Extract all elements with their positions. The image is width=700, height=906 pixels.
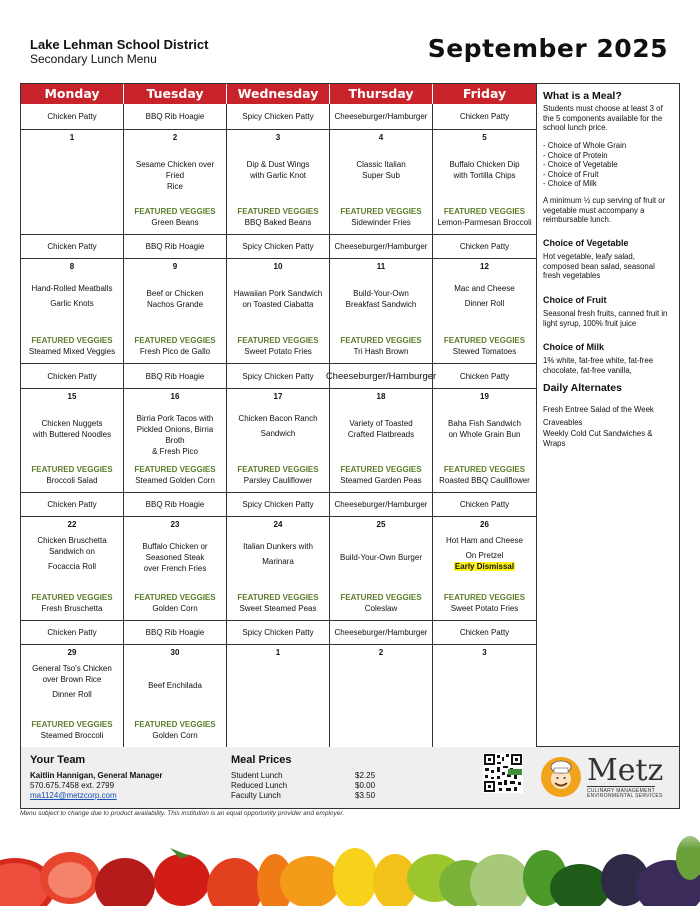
featured-veggies-label: FEATURED VEGGIES	[31, 593, 113, 602]
featured-veggie: Tri Hash Brown	[353, 347, 409, 356]
meal-text: Students must choose at least 3 of the 5 components available for the school lunch price.	[543, 104, 663, 132]
featured-veggie: Sidewinder Fries	[351, 218, 411, 227]
day-cell	[124, 517, 227, 621]
logo-tagline-1: CULINARY MANAGEMENT	[587, 788, 656, 794]
featured-veggies-label: FEATURED VEGGIES	[31, 465, 113, 474]
alternates-list	[543, 403, 673, 448]
day-cell	[433, 517, 537, 621]
date-number: 8	[69, 262, 75, 271]
fruit-title: Choice of Fruit	[543, 295, 607, 305]
entree-cell	[124, 104, 227, 130]
featured-veggies-label: FEATURED VEGGIES	[134, 593, 216, 602]
entree-label: BBQ Rib Hoagie	[145, 371, 205, 381]
featured-veggies-label: FEATURED VEGGIES	[443, 593, 526, 602]
menu-subtitle: Secondary Lunch Menu	[30, 52, 157, 66]
dish-line: Birria Pork Tacos with	[136, 413, 214, 423]
footer-panel	[20, 747, 680, 809]
entree-cell	[433, 621, 537, 645]
entree-cell	[21, 493, 124, 517]
day-cell	[21, 130, 124, 235]
dish-line: Nachos Grande	[146, 300, 204, 309]
entree-cell	[227, 621, 330, 645]
dish-line: On Pretzel	[465, 551, 504, 560]
entree-cell	[21, 104, 124, 130]
dish-line: Super Sub	[362, 171, 400, 180]
day-cell	[227, 130, 330, 235]
dish-name	[24, 418, 120, 440]
dish-name	[230, 159, 326, 181]
dish-name	[127, 541, 223, 574]
featured-veggie: Green Beans	[151, 218, 199, 227]
qr-code-icon[interactable]	[483, 753, 523, 793]
day-header-wednesday: Wednesday	[227, 84, 330, 104]
entree-cell	[21, 235, 124, 259]
header-block	[30, 37, 208, 67]
entree-label: Chicken Patty	[47, 500, 97, 509]
day-cell	[330, 389, 433, 493]
dish-line: Mac and Cheese	[454, 283, 515, 293]
dish-line: over Brown Rice	[42, 675, 102, 684]
date-number: 1	[275, 648, 281, 657]
entree-label: Chicken Patty	[47, 371, 97, 381]
featured-veggies-label: FEATURED VEGGIES	[237, 465, 319, 474]
entree-label: Spicy Chicken Patty	[242, 371, 314, 381]
veg-text: Hot vegetable, leafy salad, composed bean salad, seasonal fresh vegetables	[543, 252, 655, 280]
entree-cell	[124, 235, 227, 259]
entree-label: Chicken Patty	[459, 371, 510, 381]
featured-veggie: Golden Corn	[152, 604, 198, 613]
dish-line: Chicken Bruschetta	[37, 536, 107, 545]
entree-cell	[124, 364, 227, 389]
entree-label: Spicy Chicken Patty	[242, 628, 314, 637]
date-number: 24	[273, 520, 283, 529]
dish-line: General Tso's Chicken	[32, 664, 112, 673]
day-cell	[227, 259, 330, 364]
meal-info-sidebar	[536, 83, 680, 747]
dish-line: with Tortilla Chips	[453, 171, 516, 180]
veg-title: Choice of Vegetable	[543, 238, 629, 248]
chef-logo-icon	[539, 755, 583, 799]
featured-veggie: Golden Corn	[152, 731, 198, 740]
dish-line: Dinner Roll	[464, 298, 505, 308]
entree-label: BBQ Rib Hoagie	[145, 242, 205, 251]
dish-line: Classic Italian	[356, 160, 406, 169]
dish-name	[230, 288, 326, 310]
price-value: $2.25	[355, 771, 376, 780]
entree-label: Spicy Chicken Patty	[242, 242, 314, 251]
entree-label: Cheeseburger/Hamburger	[334, 242, 428, 251]
dish-line: Pickled Onions, Birria Broth	[136, 424, 214, 445]
dish-line: with Buttered Noodles	[32, 430, 112, 439]
date-number: 12	[480, 262, 489, 271]
component-item: - Choice of Whole Grain	[543, 141, 627, 150]
dish-line: Beef Enchilada	[148, 680, 202, 690]
featured-veggie: Stewed Tomatoes	[452, 347, 517, 356]
featured-veggie: Coleslaw	[364, 604, 398, 613]
entree-cell	[330, 104, 433, 130]
featured-veggie: Sweet Potato Fries	[450, 604, 519, 613]
featured-veggies-label: FEATURED VEGGIES	[340, 593, 422, 602]
featured-veggie: Parsley Cauliflower	[243, 476, 313, 485]
logo-wordmark: Metz	[587, 753, 664, 788]
component-item: - Choice of Vegetable	[543, 160, 618, 169]
dish-name	[127, 413, 223, 457]
dish-line: Hand-Rolled Meatballs	[31, 283, 113, 293]
day-cell	[124, 259, 227, 364]
dish-name	[436, 283, 533, 309]
dish-name	[24, 283, 120, 309]
dish-name	[24, 535, 120, 572]
milk-text: 1% white, fat-free white, fat-free chocolate, fat-free vanilla,	[543, 356, 654, 375]
featured-veggies-label: FEATURED VEGGIES	[237, 336, 319, 345]
component-item: - Choice of Fruit	[543, 169, 599, 179]
manager-email-link[interactable]: ma1124@metzcorp.com	[30, 791, 117, 800]
manager-name: Kaitlin Hannigan, General Manager	[30, 771, 163, 780]
entree-label: Chicken Patty	[47, 112, 97, 121]
day-header-friday: Friday	[433, 84, 537, 104]
day-cell	[433, 259, 537, 364]
dish-line: on Toasted Ciabatta	[242, 300, 314, 309]
entree-cell	[433, 235, 537, 259]
dish-line: Dip & Dust Wings	[246, 160, 310, 169]
price-value: $3.50	[355, 791, 376, 800]
day-header-tuesday: Tuesday	[124, 84, 227, 104]
milk-title: Choice of Milk	[543, 342, 605, 352]
dish-line: Build-Your-Own Burger	[340, 552, 422, 562]
date-number: 26	[480, 520, 489, 529]
component-item: - Choice of Milk	[543, 179, 597, 188]
alternate-item: Craveables	[543, 418, 583, 427]
day-cell	[330, 517, 433, 621]
month-title: September 2025	[427, 34, 668, 63]
entree-label: Cheeseburger/Hamburger	[334, 628, 428, 637]
dish-line: & Fresh Pico	[152, 446, 198, 456]
price-value: $0.00	[355, 781, 376, 790]
dish-line: Buffalo Chicken Dip	[449, 160, 520, 169]
entree-cell	[330, 621, 433, 645]
date-number: 11	[376, 262, 386, 271]
dish-name	[333, 159, 429, 181]
date-number: 3	[275, 133, 281, 142]
dish-line: Sesame Chicken over Fried	[135, 160, 215, 180]
dish-name	[24, 663, 120, 700]
featured-veggie: Steamed Garden Peas	[340, 476, 422, 485]
dish-line: on Whole Grain Bun	[448, 430, 521, 439]
day-cell	[21, 645, 124, 748]
dish-line: Breakfast Sandwich	[345, 300, 417, 309]
entree-label: Cheeseburger/Hamburger	[325, 370, 437, 382]
day-header-monday: Monday	[21, 84, 124, 104]
early-dismissal-note	[436, 561, 533, 572]
entree-cell	[433, 364, 537, 389]
featured-veggie: Steamed Broccoli	[40, 731, 104, 740]
dish-line: over French Fries	[143, 563, 207, 573]
day-cell	[330, 645, 433, 748]
featured-veggie: Steamed Golden Corn	[135, 476, 215, 485]
entree-label: Chicken Patty	[459, 500, 510, 509]
day-cell	[433, 645, 537, 748]
prices-title: Meal Prices	[231, 754, 292, 766]
entree-label: BBQ Rib Hoagie	[145, 112, 205, 121]
dish-line: Hot Ham and Cheese	[446, 536, 523, 545]
highlight-label: Early Dismissal	[454, 562, 515, 571]
date-number: 2	[378, 648, 384, 657]
featured-veggie: Fresh Pico de Gallo	[139, 347, 211, 356]
date-number: 23	[170, 520, 180, 529]
dish-line: Beef or Chicken	[146, 289, 204, 298]
dish-name	[230, 541, 326, 567]
dish-name	[127, 680, 223, 691]
featured-veggie: Steamed Mixed Veggies	[28, 347, 116, 356]
dish-line: Chicken Nuggets	[41, 419, 103, 428]
dish-line: Sandwich	[260, 428, 296, 438]
day-cell	[227, 645, 330, 748]
dish-line: with Garlic Knot	[249, 171, 307, 180]
date-number: 1	[69, 133, 75, 142]
day-cell	[330, 130, 433, 235]
dish-line: Sandwich on	[49, 547, 95, 556]
day-cell	[227, 517, 330, 621]
fruit-text: Seasonal fresh fruits, canned fruit in light syrup, 100% fruit juice	[543, 309, 668, 328]
day-cell	[21, 259, 124, 364]
featured-veggies-label: FEATURED VEGGIES	[134, 336, 216, 345]
day-cell	[21, 389, 124, 493]
dish-name	[333, 552, 429, 563]
dish-line: Focaccia Roll	[47, 562, 96, 571]
date-number: 10	[273, 262, 283, 271]
entree-cell	[330, 493, 433, 517]
dish-name	[436, 418, 533, 440]
entree-cell	[325, 364, 437, 389]
dish-line: Garlic Knots	[50, 298, 94, 308]
entree-cell	[330, 235, 433, 259]
day-cell	[124, 645, 227, 748]
dish-name	[436, 159, 533, 181]
dish-line: Seasoned Steak	[145, 552, 205, 562]
featured-veggie: BBQ Baked Beans	[244, 218, 312, 227]
dish-line: Rice	[166, 182, 183, 191]
day-cell	[21, 517, 124, 621]
entree-label: BBQ Rib Hoagie	[145, 500, 205, 509]
featured-veggies-label: FEATURED VEGGIES	[31, 336, 113, 345]
entree-cell	[433, 493, 537, 517]
date-number: 2	[172, 133, 178, 142]
disclaimer: Menu subject to change due to product availability. This institution is an equal opportunity provider and employer.	[20, 810, 345, 817]
price-label: Reduced Lunch	[231, 781, 288, 790]
dish-name	[127, 288, 223, 310]
entree-label: Chicken Patty	[459, 112, 510, 121]
alternates-title: Daily Alternates	[543, 382, 622, 394]
date-number: 30	[170, 648, 180, 657]
meal-title: What is a Meal?	[543, 90, 622, 102]
entree-label: Chicken Patty	[47, 628, 97, 637]
featured-veggies-label: FEATURED VEGGIES	[237, 593, 319, 602]
featured-veggies-label: FEATURED VEGGIES	[237, 207, 319, 216]
dish-line: Chicken Bacon Ranch	[238, 413, 318, 423]
date-number: 19	[480, 392, 489, 401]
entree-label: BBQ Rib Hoagie	[145, 628, 205, 637]
entree-label: Cheeseburger/Hamburger	[334, 112, 428, 121]
featured-veggie: Sweet Steamed Peas	[239, 604, 317, 613]
dish-line: Buffalo Chicken or	[142, 541, 208, 551]
entree-label: Chicken Patty	[459, 628, 510, 637]
date-number: 3	[482, 648, 487, 657]
date-number: 17	[273, 392, 283, 401]
dish-line: Hawaiian Pork Sandwich	[233, 289, 323, 298]
entree-cell	[227, 364, 330, 389]
featured-veggie: Sweet Potato Fries	[244, 347, 312, 356]
featured-veggies-label: FEATURED VEGGIES	[134, 720, 216, 729]
featured-veggies-label: FEATURED VEGGIES	[340, 336, 422, 345]
minimum-serving-text: A minimum ½ cup serving of fruit or vegetable must accompany a reimbursable lunch.	[543, 196, 666, 224]
dish-line: Variety of Toasted	[349, 419, 413, 428]
produce-banner-image	[0, 818, 700, 906]
entree-label: Chicken Patty	[459, 242, 510, 251]
featured-veggies-label: FEATURED VEGGIES	[443, 465, 526, 474]
day-cell	[227, 389, 330, 493]
price-label: Student Lunch	[231, 771, 283, 780]
date-number: 29	[67, 648, 77, 657]
date-number: 9	[172, 262, 178, 271]
entree-cell	[227, 104, 330, 130]
featured-veggies-label: FEATURED VEGGIES	[340, 465, 422, 474]
dish-line: Crafted Flatbreads	[347, 430, 415, 439]
dish-line: Dinner Roll	[52, 690, 92, 699]
entree-cell	[227, 493, 330, 517]
featured-veggies-label: FEATURED VEGGIES	[443, 336, 526, 345]
day-cell	[124, 130, 227, 235]
day-cell	[433, 130, 537, 235]
date-number: 16	[170, 392, 180, 401]
featured-veggie: Fresh Bruschetta	[41, 604, 103, 613]
component-item: - Choice of Protein	[543, 150, 608, 160]
day-cell	[330, 259, 433, 364]
component-list	[543, 141, 673, 189]
featured-veggies-label: FEATURED VEGGIES	[134, 207, 216, 216]
metz-logo	[539, 755, 669, 799]
dish-name	[127, 159, 223, 192]
date-number: 5	[482, 133, 487, 142]
date-number: 4	[378, 133, 384, 142]
team-title: Your Team	[30, 754, 86, 766]
featured-veggies-label: FEATURED VEGGIES	[340, 207, 422, 216]
alternate-item: Fresh Entree Salad of the Week	[543, 405, 654, 414]
entree-cell	[21, 621, 124, 645]
day-cell	[433, 389, 537, 493]
featured-veggies-label: FEATURED VEGGIES	[31, 720, 113, 729]
dish-line: Build-Your-Own	[353, 289, 409, 298]
featured-veggie: Lemon-Parmesan Broccoli	[437, 218, 532, 227]
dish-name	[333, 418, 429, 440]
entree-cell	[21, 364, 124, 389]
alternate-item: Weekly Cold Cut Sandwiches & Wraps	[543, 429, 653, 448]
date-number: 25	[376, 520, 386, 529]
district-name: Lake Lehman School District	[30, 37, 209, 52]
dish-name	[333, 288, 429, 310]
featured-veggie: Roasted BBQ Cauliflower	[439, 476, 530, 485]
entree-label: Spicy Chicken Patty	[242, 500, 314, 509]
date-number: 18	[376, 392, 386, 401]
entree-label: Cheeseburger/Hamburger	[334, 500, 428, 509]
day-cell	[124, 389, 227, 493]
dish-line: Baha Fish Sandwich	[448, 419, 521, 428]
entree-label: Spicy Chicken Patty	[242, 112, 314, 121]
manager-phone: 570.675.7458 ext. 2799	[30, 781, 115, 790]
dish-name	[436, 535, 533, 572]
entree-cell	[227, 235, 330, 259]
entree-cell	[124, 493, 227, 517]
logo-tagline-2: ENVIRONMENTAL SERVICES	[587, 793, 663, 799]
featured-veggie: Broccoli Salad	[46, 476, 98, 485]
dish-name	[230, 413, 326, 439]
entree-label: Chicken Patty	[47, 242, 97, 251]
dish-line: Italian Dunkers with	[243, 541, 313, 551]
date-number: 15	[67, 392, 77, 401]
entree-cell	[433, 104, 537, 130]
entree-cell	[124, 621, 227, 645]
day-header-thursday: Thursday	[330, 84, 433, 104]
featured-veggies-label: FEATURED VEGGIES	[134, 465, 216, 474]
menu-calendar	[20, 83, 536, 747]
price-label: Faculty Lunch	[231, 791, 281, 800]
featured-veggies-label: FEATURED VEGGIES	[443, 207, 526, 216]
dish-line: Marinara	[262, 556, 294, 566]
date-number: 22	[67, 520, 77, 529]
